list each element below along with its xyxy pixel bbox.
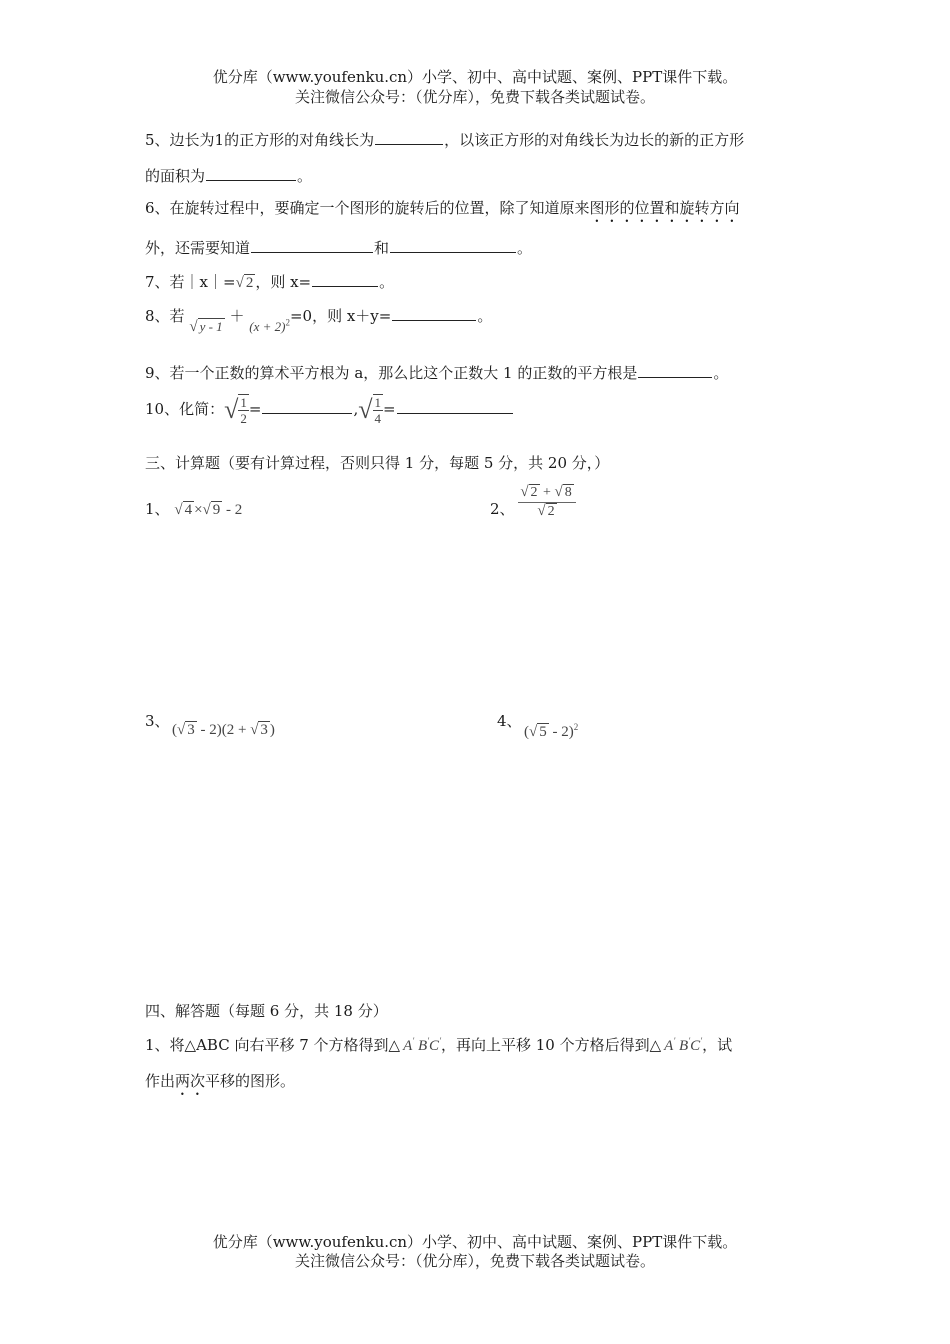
q5-text-3: 的面积为 [145,167,206,185]
calc-3-open: ( [172,722,177,738]
q8-square-base: (x + 2) [249,319,286,334]
header-line-2: 关注微信公众号：（优分库），免费下载各类试题试卷。 [294,88,655,106]
answer-1-text-4: 作出 [145,1072,176,1090]
calc-1-radicand-1: 4 [184,502,193,518]
calc-1-times: × [194,502,203,518]
q8-square-term [249,319,290,334]
q8-end: 。 [477,307,493,325]
q10-f2-num: 1 [374,395,382,410]
calc-2-den-radicand: 2 [547,504,555,519]
calc-3-radicand-2: 3 [260,722,268,738]
calc-problem-2-label: 2、 [490,500,515,518]
q5-blank-1[interactable] [375,128,443,145]
calc-2-radicand-1: 2 [530,485,538,500]
q5-text-4: 。 [297,167,313,185]
q10-comma: , [353,400,359,418]
footer-line-1: 优分库（www.youfenku.cn）小学、初中、高中试题、案例、PPT课件下载。 [212,1233,738,1251]
calc-2-denominator: √ 2 [537,503,555,519]
q7-end: 。 [379,273,395,291]
q8-plus: ＋ [229,307,245,325]
tri1-a: A [403,1038,413,1054]
calc-3-mid: - 2)(2 + [196,722,251,738]
q6-blank-2[interactable] [390,236,516,253]
tri2-a: A [664,1038,674,1054]
triangle-1-label [403,1038,441,1054]
tri1-a-prime: ' [412,1036,415,1046]
question-6-line-1 [145,197,740,226]
calc-problem-2-fraction [518,484,576,520]
tri2-b-prime: ' [688,1036,691,1046]
answer-question-1-line-1 [145,1034,732,1055]
q5-text-2: ，以该正方形的对角线长为边长的新的正方形 [444,131,745,149]
calc-2-plus: + [539,485,555,500]
q10-radical-2: √ [358,395,373,424]
q7-suffix: ，则 x= [255,273,312,291]
calc-4-radicand: 5 [539,724,547,740]
triangle-2-label [664,1038,702,1054]
calc-1-expression: √ 4 ×√ 9 - 2 [174,502,243,518]
answer-question-1-line-2 [145,1070,295,1099]
question-8 [145,304,493,335]
q10-f1-num: 1 [240,395,247,410]
calc-problem-3-label: 3、 [145,712,170,730]
q9-end: 。 [713,364,729,382]
answer-1-text-5: 平移的图形。 [205,1072,296,1090]
calc-4-exponent: 2 [573,722,579,732]
calc-3-close: ) [269,722,275,738]
q7-prefix: 7、若｜x｜= [145,273,236,291]
q6-text-4: 。 [517,239,533,257]
calc-1-radicand-2: 9 [212,502,221,518]
tri2-c-prime: ' [700,1036,703,1046]
q10-prefix: 10、化简： [145,400,225,418]
q8-exponent: 2 [285,317,290,328]
q8-prefix: 8、若 [145,307,185,325]
tri2-c: C [690,1038,701,1054]
calc-4-mid: - 2) [548,724,574,740]
q8-blank[interactable] [392,304,476,321]
calc-problem-4-label: 4、 [497,712,522,730]
tri1-b-prime: ' [427,1036,430,1046]
section-4-title: 四、解答题（每题 6 分，共 18 分） [145,1002,388,1020]
question-10 [145,394,514,426]
q10-f2-den: 4 [374,411,382,426]
q6-text-1: 6、在旋转过程中，要确定一个图形的旋转后的位置，除了知道原来 [145,199,590,217]
calc-1-label: 1、 [145,500,170,518]
calc-2-radicand-2: 8 [564,485,572,500]
q7-radicand: 2 [245,275,254,291]
question-5-line-1 [145,128,744,150]
q8-sqrt: √ y - 1 [189,319,223,335]
tri1-b: B [417,1038,428,1054]
q10-radical-1: √ [224,395,239,424]
q10-eq-1: = [248,400,262,418]
question-7 [145,270,394,292]
tri2-b: B [679,1038,689,1054]
q6-text-2: 外，还需要知道 [145,239,251,257]
q5-blank-2[interactable] [206,164,296,181]
q7-blank[interactable] [312,270,378,287]
calc-3-radicand-1: 3 [187,722,195,738]
calc-2-numerator: √ 2 + √ 8 [518,484,576,503]
q10-eq-2: = [383,400,396,418]
tri1-c-prime: ' [439,1036,441,1046]
calc-problem-3-expression: (√ 3 - 2)(2 + √ 3 ) [172,722,275,738]
q9-blank[interactable] [638,361,712,378]
q6-text-3: 和 [374,239,390,257]
answer-1-text-2: ，再向上平移 10 个方格后得到△ [441,1036,662,1054]
q7-sqrt: √ 2 [235,275,254,291]
q10-f1-den: 2 [240,411,247,426]
header-line-1: 优分库（www.youfenku.cn）小学、初中、高中试题、案例、PPT课件下载。 [212,68,738,86]
calc-problem-1 [145,498,242,519]
q10-blank-1[interactable] [262,397,352,414]
q6-blank-1[interactable] [251,236,373,253]
question-6-line-2 [145,236,532,258]
q8-mid: =0，则 x＋y= [289,307,392,325]
calc-1-tail: - 2 [222,502,243,518]
answer-1-text-1: 1、将△ABC 向右平移 7 个方格得到△ [145,1036,401,1054]
calc-4-open: ( [524,724,529,740]
footer-line-2: 关注微信公众号：（优分库），免费下载各类试题试卷。 [294,1252,655,1270]
question-5-line-2 [145,164,312,186]
q9-text: 9、若一个正数的算术平方根为 a，那么比这个正数大 1 的正数的平方根是 [145,364,638,382]
q10-fraction-2 [373,394,384,426]
answer-1-text-3: ，试 [702,1036,733,1054]
q10-blank-2[interactable] [397,397,513,414]
calc-problem-4-expression: (√ 5 - 2)$^2$ [524,722,579,740]
tri1-c: C [429,1038,440,1054]
answer-1-emphasis: 两次 [175,1072,206,1090]
tri2-a-prime: ' [673,1036,676,1046]
q6-emphasis: 图形的位置和旋转方向 [589,199,740,217]
q10-fraction-1 [238,394,249,426]
question-9 [145,361,728,383]
section-3-title: 三、计算题（要有计算过程，否则只得 1 分，每题 5 分，共 20 分，） [145,454,610,472]
q5-text-1: 5、边长为1的正方形的对角线长为 [145,131,375,149]
q8-radicand: y - 1 [199,319,223,334]
